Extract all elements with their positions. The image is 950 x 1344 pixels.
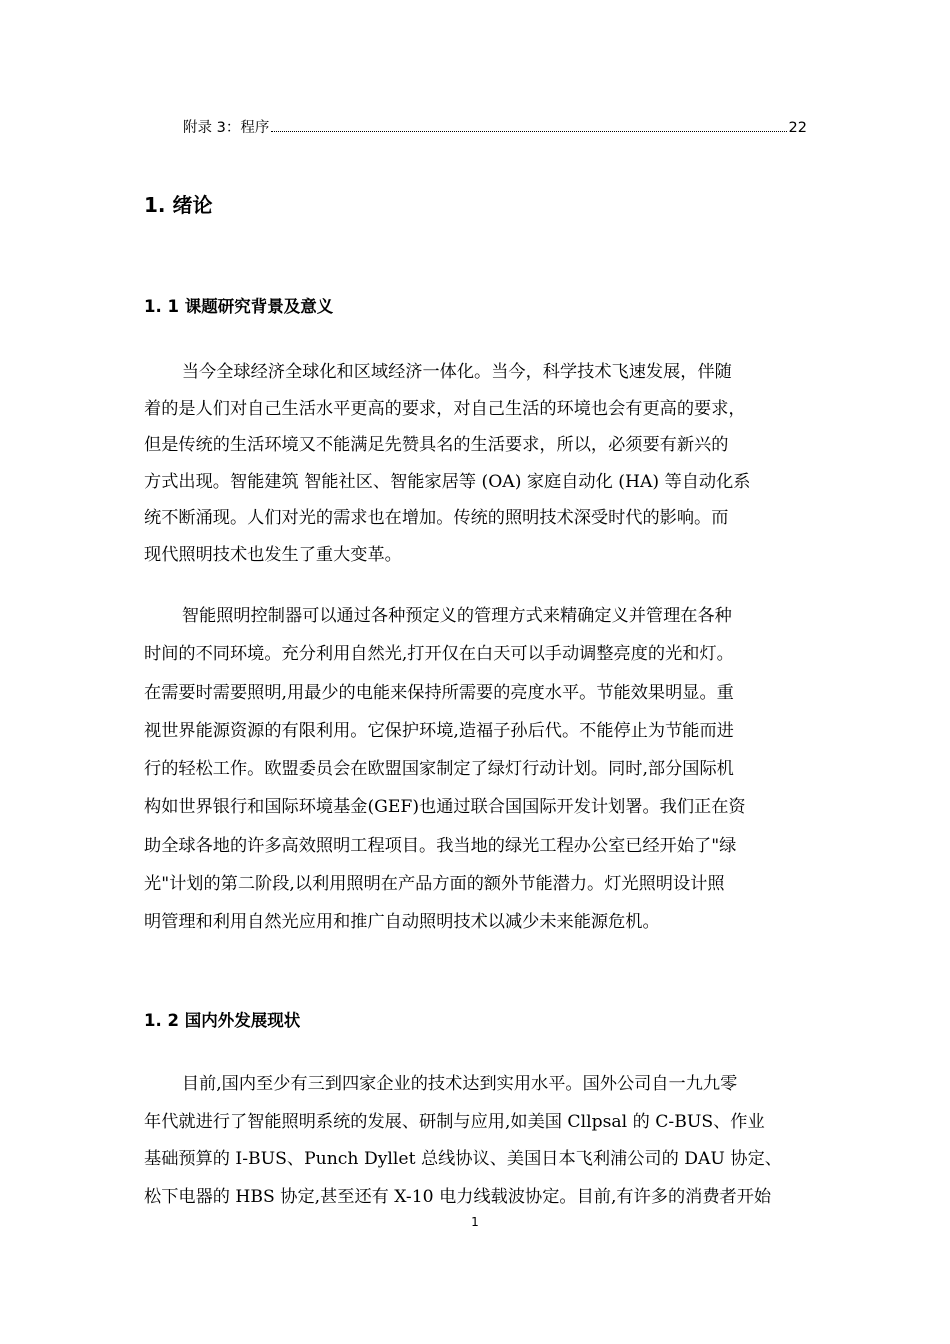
text-line: 着的是人们对自己生活水平更高的要求，对自己生活的环境也会有更高的要求， <box>144 398 746 419</box>
text-line: 光"计划的第二阶段,以利用照明在产品方面的额外节能潜力。灯光照明设计照 <box>144 874 725 895</box>
paragraph-background-2 <box>144 597 808 942</box>
text-line: 目前,国内至少有三到四家企业的技术达到实用水平。国外公司自一九九零 <box>181 1074 738 1094</box>
section-heading-background: 1. 1 课题研究背景及意义 <box>144 297 334 316</box>
toc-entry-label: 附录 3：程序 <box>183 120 270 136</box>
text-line: 时间的不同环境。充分利用自然光,打开仅在白天可以手动调整亮度的光和灯。 <box>144 644 734 665</box>
text-line: 统不断涌现。人们对光的需求也在增加。传统的照明技术深受时代的影响。而 <box>144 508 729 529</box>
text-line: 现代照明技术也发生了重大变革。 <box>144 544 402 565</box>
text-line: 松下电器的 HBS 协定,甚至还有 X-10 电力线载波协定。目前,有许多的消费者开始 <box>144 1187 772 1208</box>
text-line: 智能照明控制器可以通过各种预定义的管理方式来精确定义并管理在各种 <box>181 606 732 626</box>
text-line: 视世界能源资源的有限利用。它保护环境,造福子孙后代。不能停止为节能而进 <box>144 720 734 741</box>
paragraph-status-1 <box>144 1066 808 1217</box>
toc-dot-leader <box>271 117 786 132</box>
text-line: 当今全球经济全球化和区域经济一体化。当今，科学技术飞速发展，伴随 <box>181 362 732 382</box>
paragraph-background-1 <box>144 354 808 574</box>
text-line: 但是传统的生活环境又不能满足先赞具名的生活要求，所以，必须要有新兴的 <box>144 435 729 456</box>
text-line: 基础预算的 I-BUS、Punch Dyllet 总线协议、美国日本飞利浦公司的 DAU 协定、 <box>144 1149 782 1170</box>
text-line: 行的轻松工作。欧盟委员会在欧盟国家制定了绿灯行动计划。同时,部分国际机 <box>144 759 734 780</box>
text-line: 在需要时需要照明,用最少的电能来保持所需要的亮度水平。节能效果明显。重 <box>144 682 734 703</box>
chapter-title: 1. 绪论 <box>144 193 213 217</box>
toc-entry-appendix-3[interactable] <box>183 117 807 139</box>
text-line: 方式出现。智能建筑 智能社区、智能家居等 (OA) 家庭自动化 (HA) 等自动化系 <box>144 471 751 492</box>
text-line: 构如世界银行和国际环境基金(GEF)也通过联合国国际开发计划署。我们正在资 <box>144 797 746 818</box>
text-line: 年代就进行了智能照明系统的发展、研制与应用,如美国 Cllpsal 的 C-BUS、作业 <box>144 1111 765 1132</box>
text-line: 明管理和利用自然光应用和推广自动照明技术以减少未来能源危机。 <box>144 912 660 933</box>
text-line: 助全球各地的许多高效照明工程项目。我当地的绿光工程办公室已经开始了"绿 <box>144 835 737 856</box>
toc-entry-page-number: 22 <box>788 120 807 136</box>
page-number: 1 <box>471 1215 479 1229</box>
section-heading-status: 1. 2 国内外发展现状 <box>144 1011 301 1030</box>
